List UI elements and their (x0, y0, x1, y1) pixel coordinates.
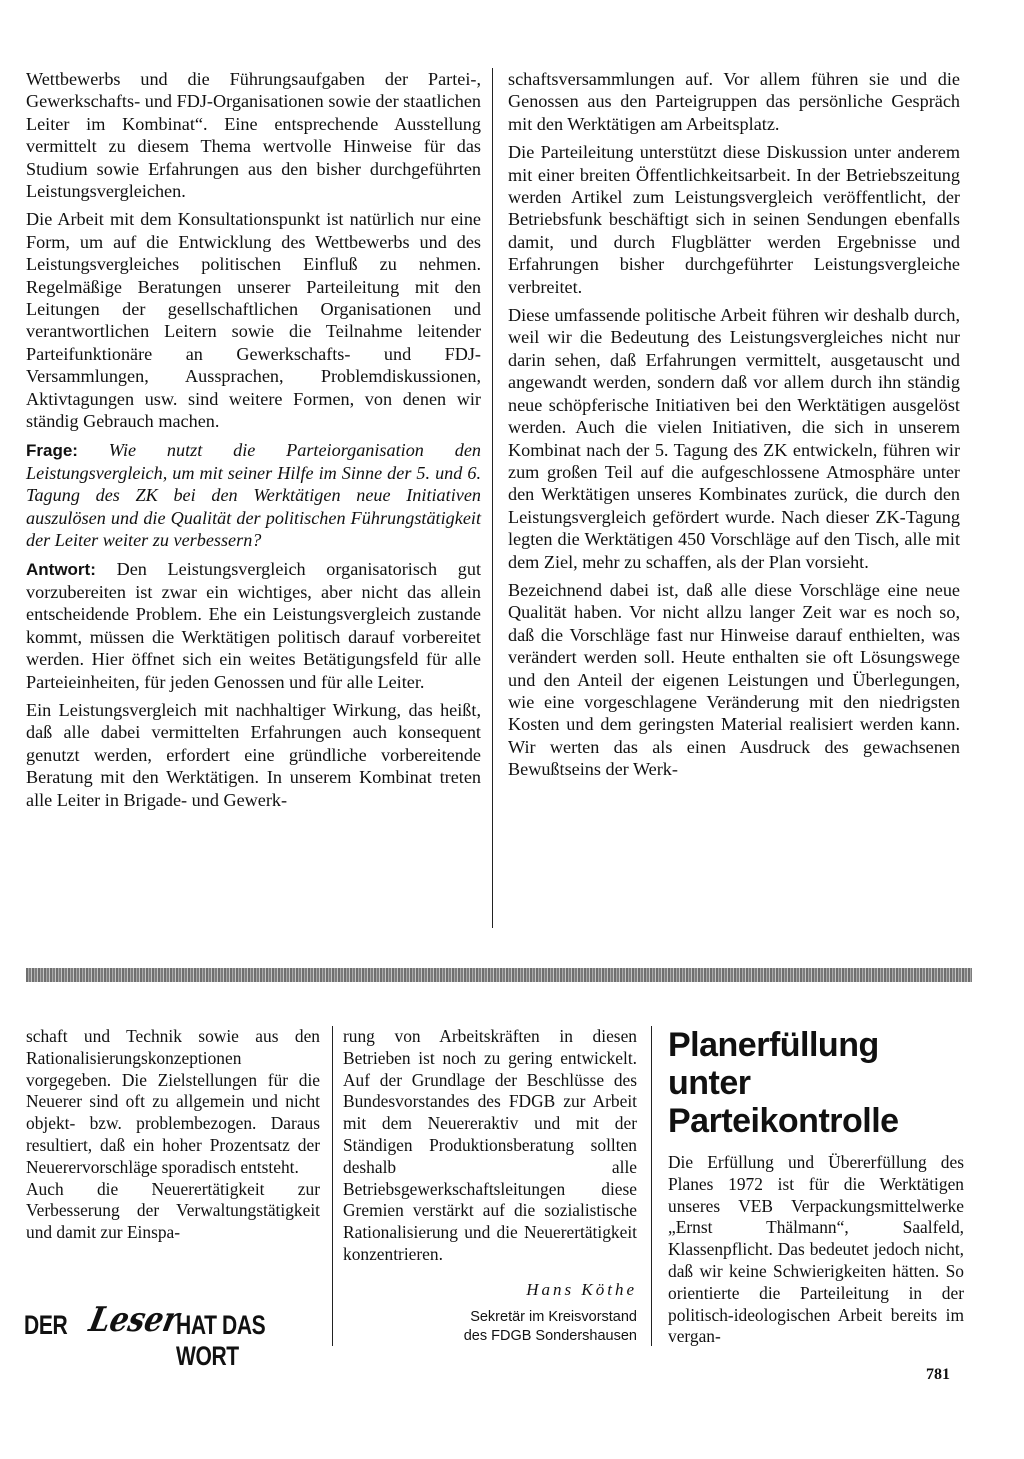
bottom-middle-column (343, 1026, 637, 1272)
column-divider (651, 1026, 652, 1346)
question-paragraph (26, 439, 481, 552)
title-line: unter (668, 1064, 751, 1102)
logo-text-right: HAT DAS WORT (176, 1310, 266, 1371)
question-text: Wie nutzt die Parteiorganisation den Leistungsvergleich, um mit seiner Hilfe im Sinne der 5. und 6. Tagung des ZK bei den Werktätigen neue Initiativen auszulösen und die Qualität der politischen Führungstätigkeit der Leiter weiter zu verbessern? (26, 439, 481, 551)
paragraph: Wettbewerbs und die Führungsaufgaben der Partei-, Gewerkschafts- und FDJ-Organisationen sowie der staatlichen Leiter im Kombinat“. Eine entsprechende Ausstellung vermittelt zu diesem Thema wertvolle Hinweise für das Studium sowie Erfahrungen aus den bisher durchgeführten Leistungsvergleichen. (26, 69, 481, 202)
article-title (668, 1026, 968, 1140)
title-line: Parteikontrolle (668, 1102, 899, 1140)
answer-paragraph (26, 558, 481, 693)
paragraph: Ein Leistungsvergleich mit nachhaltiger Wirkung, das heißt, daß alle dabei vermittelten Erfahrungen auch konsequent genutzt werden, erfordert eine gründliche vorbereitende Beratung mit den Werktätigen. In unserem Kombinat treten alle Leiter in Brigade- und Gewerk- (26, 699, 481, 810)
answer-label: Antwort: (26, 559, 96, 579)
bottom-left-column (26, 1026, 320, 1250)
answer-text: Den Leistungsvergleich organisatorisch gut vorzubereiten ist zwar ein wichtiges, aber nicht das allein entscheidende Problem. Ehe ein Leistungsvergleich zustande kommt, müssen die Werktätigen politisch darauf vorbereitet werden. Hier öffnet sich ein weites Betätigungsfeld für alle Parteieinheiten, für jeden Genossen und für alle Leiter. (26, 558, 481, 692)
paragraph: schaftsversammlungen auf. Vor allem führen sie und die Genossen aus den Parteigruppen das persönliche Gespräch mit den Werktätigen am Arbeitsplatz. (508, 69, 960, 134)
paragraph: Die Arbeit mit dem Konsultationspunkt ist natürlich nur eine Form, um auf die Entwicklung des Wettbewerbs und des Leistungsvergleiches politischen Einfluß zu nehmen. Regelmäßige Beratungen unserer Parteileitung mit den Leitungen der gesellschaftlichen Organisationen und verantwortlichen Leitern sowie die Teilnahme leitender Parteifunktionäre an Gewerkschafts- und FDJ-Versammlungen, Aussprachen, Problemdiskussionen, Aktivtagungen usw. sind weitere Formen, von denen wir ständig Gebrauch machen. (26, 209, 481, 432)
logo-script-text: Leser (85, 1300, 183, 1340)
section-logo (24, 1296, 310, 1371)
paragraph: schaft und Technik sowie aus den Rationalisierungskonzeptionen vorgegeben. Die Zielstellungen für die Neuerer sind oft zu allgemein und nicht objekt- bzw. problembezogen. Daraus resultiert, daß ein hoher Prozentsatz der Neuerervorschläge sporadisch entsteht. (26, 1026, 320, 1177)
logo-text-left: DER (24, 1310, 68, 1340)
column-divider (332, 1026, 333, 1346)
paragraph: Diese umfassende politische Arbeit führen wir deshalb durch, weil wir die Bedeutung des Leistungsvergleiches nicht nur darin sehen, daß Erfahrungen vermittelt, ausgetauscht und angewandt werden, sondern daß vor allem durch ihn ständig neue schöpferische Initiativen bei den Werktätigen ausgelöst werden. Auch die vielen Initiativen, die sich in unserem Kombinat nach der 5. Tagung des ZK entwickeln, führen wir zum großen Teil auf die aufgeschlossene Atmosphäre unter den Werktätigen unseres Kombinates zurück, die durch den Leistungsvergleich gefördert wurde. Nach dieser ZK-Tagung legten die Werktätigen 450 Vorschläge auf den Tisch, alle mit dem Ziel, mehr zu schaffen, als der Plan vorsieht. (508, 305, 960, 572)
author-role: Sekretär im Kreisvorstand (470, 1309, 637, 1325)
paragraph: Die Erfüllung und Übererfüllung des Planes 1972 ist für die Werktätigen unseres VEB Verpackungsmittelwerke „Ernst Thälmann“, Saalfeld, Klassenpflicht. Das bedeutet jedoch nicht, daß wir keine Schwierigkeiten hätten. So orientierte die Parteileitung in der politisch-ideologischen Arbeit bereits im vergan- (668, 1152, 964, 1347)
article-body-column (668, 1152, 964, 1354)
paragraph: Auch die Neuerertätigkeit zur Verbesserung der Verwaltungstätigkeit und damit zur Einspa- (26, 1178, 320, 1243)
top-right-column (508, 68, 960, 787)
page-number: 781 (926, 1366, 950, 1383)
author-name: Hans Köthe (526, 1280, 637, 1299)
signature-block (343, 1280, 637, 1346)
column-divider (492, 68, 493, 928)
section-divider-band (26, 968, 972, 982)
question-label: Frage: (26, 440, 78, 460)
paragraph: rung von Arbeitskräften in diesen Betrieben ist noch zu gering entwickelt. Auf der Grundlage der Beschlüsse des Bundesvorstandes des FDGB zur Arbeit mit dem Neuereraktiv und mit der Ständigen Produktionsberatung sollten deshalb alle Betriebsgewerkschaftsleitungen diese Gremien verstärkt auf die sozialistische Rationalisierung und die Neuerertätigkeit konzentrieren. (343, 1026, 637, 1264)
paragraph: Bezeichnend dabei ist, daß alle diese Vorschläge eine neue Qualität haben. Vor nicht allzu langer Zeit war es noch so, daß die Vorschläge fast nur Hinweise darauf enthielten, was verändert werden soll. Heute enthalten sie oft Lösungswege und den Anteil der eigenen Leistungen und Überlegungen, wie eine vorgeschlagene Veränderung mit den niedrigsten Kosten und dem geringsten Material realisiert werden kann. Wir werten das als einen Ausdruck des gewachsenen Bewußtseins der Werk- (508, 579, 960, 780)
title-line: Planerfüllung (668, 1026, 879, 1064)
author-organization: des FDGB Sondershausen (463, 1328, 637, 1344)
top-left-column (26, 68, 481, 817)
paragraph: Die Parteileitung unterstützt diese Diskussion unter anderem mit einer breiten Öffentlichkeitsarbeit. In der Betriebszeitung werden Artikel zum Leistungsvergleich veröffentlicht, der Betriebsfunk beschäftigt sich in seinen Sendungen ebenfalls damit, und durch Flugblätter werden Ergebnisse und Erfahrungen bisher durchgeführter Leistungsvergleiche verbreitet. (508, 142, 960, 297)
